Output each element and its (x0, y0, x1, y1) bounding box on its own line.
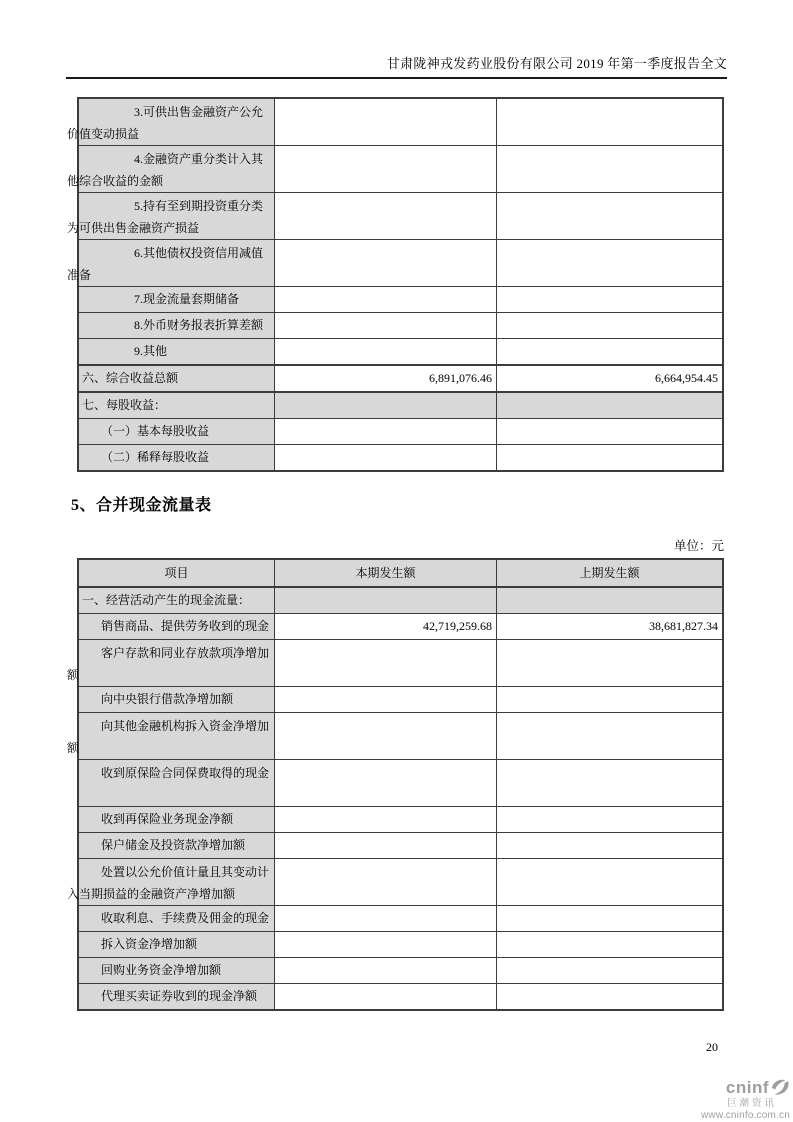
item-label: 处置以公允价值计量且其变动计入当期损益的金融资产净增加额 (67, 865, 270, 901)
value-cell-current (275, 640, 497, 686)
value-cell-prior (497, 287, 722, 312)
value-cell-prior (497, 760, 722, 806)
item-cell (79, 760, 275, 806)
table-row (79, 364, 722, 391)
item-label: （二）稀释每股收益 (101, 450, 210, 464)
value-cell-current (275, 614, 497, 639)
page-number: 20 (706, 1040, 718, 1054)
item-cell (79, 614, 275, 639)
item-label: 8.外币财务报表折算差额 (134, 318, 264, 332)
unit-label: 单位：元 (673, 539, 724, 553)
item-cell (67, 713, 275, 759)
value-cell-current (275, 240, 497, 286)
item-label: 代理买卖证券收到的现金净额 (101, 989, 258, 1003)
table-row (67, 145, 722, 192)
item-label: 5.持有至到期投资重分类为可供出售金融资产损益 (67, 199, 264, 235)
item-cell (79, 958, 275, 983)
value-cell-prior (497, 713, 722, 759)
value-cell-current (275, 687, 497, 712)
value-cell-prior (497, 614, 722, 639)
value-cell-prior (497, 958, 722, 983)
item-cell (67, 859, 275, 905)
item-label: 收到原保险合同保费取得的现金 (101, 766, 270, 780)
value-cell-prior (497, 393, 722, 418)
section-title: 5、合并现金流量表 (71, 497, 212, 514)
item-cell (79, 393, 275, 418)
value-cell-current (275, 859, 497, 905)
value-cell-current (275, 958, 497, 983)
item-cell (79, 339, 275, 364)
item-label: 客户存款和同业存放款项净增加额 (67, 646, 270, 682)
item-label: 6.其他债权投资信用减值准备 (67, 246, 264, 282)
value-cell-prior (497, 313, 722, 338)
item-cell (79, 588, 275, 613)
cninfo-logo-subtitle: 巨潮资讯 (726, 1098, 777, 1109)
value-cell-current (275, 313, 497, 338)
header-cell: 本期发生额 (355, 566, 416, 580)
cninfo-swirl-icon (770, 1078, 790, 1096)
header-cell-wrap (497, 560, 722, 586)
value-cell-prior (497, 445, 722, 470)
value-cell-current (275, 807, 497, 832)
item-label: 收取利息、手续费及佣金的现金 (101, 911, 270, 925)
value-cell-current (275, 339, 497, 364)
table-row (67, 99, 722, 145)
value-text: 38,681,827.34 (649, 619, 718, 633)
item-label: （一）基本每股收益 (101, 424, 210, 438)
value-cell-prior (497, 146, 722, 192)
item-cell (79, 366, 275, 391)
item-label: 回购业务资金净增加额 (101, 963, 222, 977)
item-cell (79, 932, 275, 957)
value-cell-prior (497, 240, 722, 286)
header-cell-wrap (275, 560, 497, 586)
value-cell-prior (497, 859, 722, 905)
item-cell (79, 906, 275, 931)
header-cell: 上期发生额 (579, 566, 640, 580)
item-cell (79, 287, 275, 312)
table-row (67, 712, 722, 759)
value-cell-current (275, 932, 497, 957)
value-cell-prior (497, 807, 722, 832)
item-label: 收到再保险业务现金净额 (101, 812, 234, 826)
value-cell-current (275, 833, 497, 858)
cninfo-logo-url: www.cninfo.com.cn (701, 1110, 790, 1121)
table-row (67, 639, 722, 686)
value-cell-current (275, 99, 497, 145)
value-cell-prior (497, 339, 722, 364)
table-row (79, 338, 722, 364)
document-title: 甘肃陇神戎发药业股份有限公司 2019 年第一季度报告全文 (386, 56, 727, 71)
value-cell-prior (497, 419, 722, 444)
item-label: 3.可供出售金融资产公允价值变动损益 (67, 105, 264, 141)
item-label: 销售商品、提供劳务收到的现金 (101, 619, 270, 633)
item-label: 保户储金及投资款净增加额 (101, 838, 246, 852)
table-row (79, 931, 722, 957)
table-row (79, 312, 722, 338)
table-row (67, 239, 722, 286)
value-cell-current (275, 419, 497, 444)
table-row (79, 806, 722, 832)
value-cell-prior (497, 588, 722, 613)
value-cell-current (275, 193, 497, 239)
header-divider (66, 77, 727, 79)
item-label: 向其他金融机构拆入资金净增加额 (67, 719, 270, 755)
item-cell (79, 313, 275, 338)
item-label: 4.金融资产重分类计入其他综合收益的金额 (67, 152, 264, 188)
table-row (79, 418, 722, 444)
value-text: 6,891,076.46 (429, 371, 492, 385)
item-label: 一、经营活动产生的现金流量： (82, 593, 251, 607)
value-cell-prior (497, 366, 722, 391)
cash-flow-table (67, 558, 724, 1011)
table-row (79, 832, 722, 858)
item-cell (79, 984, 275, 1009)
table-row (79, 613, 722, 639)
value-cell-current (275, 713, 497, 759)
value-cell-prior (497, 833, 722, 858)
table-row (79, 686, 722, 712)
item-label: 拆入资金净增加额 (101, 937, 198, 951)
item-cell (67, 240, 275, 286)
table-row (79, 286, 722, 312)
value-cell-prior (497, 193, 722, 239)
item-label: 7.现金流量套期储备 (134, 292, 240, 306)
value-text: 6,664,954.45 (655, 371, 718, 385)
item-cell (79, 807, 275, 832)
table-header-row (79, 560, 722, 586)
item-label: 向中央银行借款净增加额 (101, 692, 234, 706)
value-cell-current (275, 287, 497, 312)
value-cell-prior (497, 640, 722, 686)
cninfo-logo-row (701, 1078, 790, 1096)
value-cell-prior (497, 99, 722, 145)
value-cell-prior (497, 932, 722, 957)
value-cell-current (275, 445, 497, 470)
value-cell-current (275, 366, 497, 391)
cninfo-logo-text: cninf (725, 1077, 769, 1097)
value-text: 42,719,259.68 (423, 619, 492, 633)
value-cell-current (275, 906, 497, 931)
table-row (79, 444, 722, 470)
item-label: 七、每股收益： (82, 398, 167, 412)
item-cell (67, 193, 275, 239)
value-cell-prior (497, 906, 722, 931)
value-cell-prior (497, 687, 722, 712)
value-cell-current (275, 588, 497, 613)
cninfo-logo (701, 1078, 790, 1121)
table-row (79, 957, 722, 983)
table-row (79, 983, 722, 1009)
item-cell (79, 419, 275, 444)
item-cell (79, 833, 275, 858)
header-cell-wrap (79, 560, 275, 586)
value-cell-current (275, 393, 497, 418)
value-cell-current (275, 760, 497, 806)
comprehensive-income-table (67, 97, 724, 472)
table-row (67, 192, 722, 239)
item-cell (67, 146, 275, 192)
table-row (79, 391, 722, 418)
table-row (79, 905, 722, 931)
item-cell (67, 99, 275, 145)
header-cell: 项目 (164, 566, 189, 580)
table-row (79, 586, 722, 613)
value-cell-prior (497, 984, 722, 1009)
table-row (67, 858, 722, 905)
item-cell (67, 640, 275, 686)
item-cell (79, 687, 275, 712)
item-cell (79, 445, 275, 470)
table-row (79, 759, 722, 806)
value-cell-current (275, 984, 497, 1009)
item-label: 9.其他 (134, 344, 168, 358)
value-cell-current (275, 146, 497, 192)
item-label: 六、综合收益总额 (82, 371, 179, 385)
